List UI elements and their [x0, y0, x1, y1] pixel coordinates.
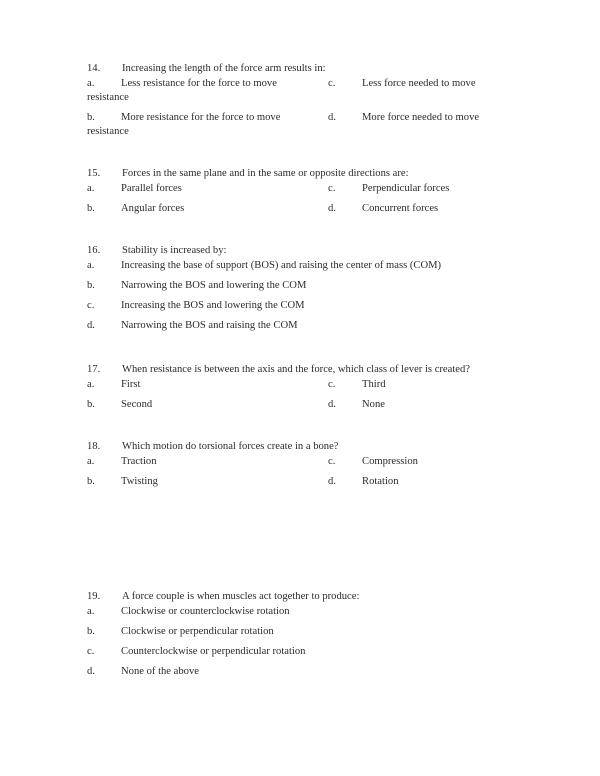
option-label-18-c: c.	[328, 456, 336, 467]
options-grid-17	[87, 378, 533, 392]
option-text-15-c: Perpendicular forces	[362, 183, 450, 194]
question-stem-15	[87, 167, 533, 181]
option-14-a[interactable]	[87, 77, 328, 91]
question-text-18: Which motion do torsional forces create in a bone?	[122, 441, 339, 452]
options-list-19	[87, 605, 533, 679]
options-grid-14-b	[87, 111, 533, 139]
page-break-gap	[87, 489, 533, 590]
question-text-15: Forces in the same plane and in the same or opposite directions are:	[122, 168, 409, 179]
option-label-14-d: d.	[328, 112, 336, 123]
question-block-15	[87, 167, 533, 216]
question-number-16: 16.	[87, 245, 101, 256]
option-cell-17-a	[87, 378, 328, 392]
question-stem-14	[87, 62, 533, 76]
option-label-19-d: d.	[87, 666, 95, 677]
question-stem-16	[87, 244, 533, 258]
option-19-c[interactable]	[87, 645, 533, 659]
option-18-d[interactable]	[328, 475, 533, 489]
option-16-d[interactable]	[87, 319, 533, 333]
option-label-16-b: b.	[87, 280, 95, 291]
question-spacer-15-16	[87, 216, 533, 244]
option-17-d[interactable]	[328, 398, 533, 412]
option-17-c[interactable]	[328, 378, 533, 392]
option-text-19-d: None of the above	[121, 666, 199, 677]
question-block-18	[87, 440, 533, 489]
option-15-b[interactable]	[87, 202, 328, 216]
option-label-19-a: a.	[87, 606, 95, 617]
question-block-19	[87, 590, 533, 679]
option-text-14-b: More resistance for the force to move	[121, 112, 281, 123]
option-label-17-b: b.	[87, 399, 95, 410]
option-15-a[interactable]	[87, 182, 328, 196]
option-text-16-a: Increasing the base of support (BOS) and raising the center of mass (COM)	[121, 260, 442, 271]
question-block-17	[87, 363, 533, 412]
option-wrap-text-14-b: resistance	[87, 126, 129, 137]
option-cell-14-b	[87, 111, 328, 139]
option-cell-17-d	[328, 398, 533, 412]
option-label-15-c: c.	[328, 183, 336, 194]
option-cell-15-a	[87, 182, 328, 196]
option-16-a[interactable]	[87, 259, 533, 273]
option-text-19-a: Clockwise or counterclockwise rotation	[121, 606, 290, 617]
option-wrap-14-a	[87, 91, 328, 105]
option-text-18-a: Traction	[121, 456, 157, 467]
option-text-16-c: Increasing the BOS and lowering the COM	[121, 300, 305, 311]
question-block-16	[87, 244, 533, 333]
option-16-b[interactable]	[87, 279, 533, 293]
option-15-d[interactable]	[328, 202, 533, 216]
option-19-b[interactable]	[87, 625, 533, 639]
option-cell-17-c	[328, 378, 533, 392]
option-text-16-d: Narrowing the BOS and raising the COM	[121, 320, 298, 331]
option-cell-15-c	[328, 182, 533, 196]
option-label-18-a: a.	[87, 456, 95, 467]
option-text-16-b: Narrowing the BOS and lowering the COM	[121, 280, 307, 291]
option-text-18-c: Compression	[362, 456, 418, 467]
option-16-c[interactable]	[87, 299, 533, 313]
question-text-19: A force couple is when muscles act together to produce:	[122, 591, 360, 602]
question-spacer-14-15	[87, 139, 533, 167]
option-text-17-b: Second	[121, 399, 153, 410]
options-grid-18-b	[87, 475, 533, 489]
option-cell-18-d	[328, 475, 533, 489]
question-number-18: 18.	[87, 441, 101, 452]
question-text-17: When resistance is between the axis and the force, which class of lever is created?	[122, 364, 470, 375]
option-text-14-a: Less resistance for the force to move	[121, 78, 277, 89]
option-cell-15-b	[87, 202, 328, 216]
options-list-16	[87, 259, 533, 333]
option-cell-15-d	[328, 202, 533, 216]
option-text-19-b: Clockwise or perpendicular rotation	[121, 626, 274, 637]
option-cell-14-a	[87, 77, 328, 105]
option-17-a[interactable]	[87, 378, 328, 392]
options-grid-14	[87, 77, 533, 105]
option-label-15-d: d.	[328, 203, 336, 214]
question-stem-19	[87, 590, 533, 604]
option-cell-17-b	[87, 398, 328, 412]
question-block-14	[87, 62, 533, 139]
option-label-17-c: c.	[328, 379, 336, 390]
question-spacer-16-17	[87, 339, 533, 363]
option-label-14-a: a.	[87, 78, 95, 89]
option-wrap-text-14-a: resistance	[87, 92, 129, 103]
question-number-17: 17.	[87, 364, 101, 375]
question-stem-17	[87, 363, 533, 377]
question-number-19: 19.	[87, 591, 101, 602]
option-label-19-c: c.	[87, 646, 95, 657]
option-label-16-d: d.	[87, 320, 95, 331]
option-label-16-c: c.	[87, 300, 95, 311]
option-text-15-b: Angular forces	[121, 203, 185, 214]
option-text-18-b: Twisting	[121, 476, 158, 487]
options-grid-15	[87, 182, 533, 196]
option-wrap-14-b	[87, 125, 328, 139]
option-text-19-c: Counterclockwise or perpendicular rotation	[121, 646, 306, 657]
option-cell-14-d	[328, 111, 533, 139]
option-19-a[interactable]	[87, 605, 533, 619]
option-text-17-d: None	[362, 399, 385, 410]
option-label-15-b: b.	[87, 203, 95, 214]
option-text-14-c: Less force needed to move	[362, 78, 476, 89]
option-14-c[interactable]	[328, 77, 533, 91]
option-label-17-a: a.	[87, 379, 95, 390]
option-label-18-d: d.	[328, 476, 336, 487]
option-cell-18-a	[87, 455, 328, 469]
question-stem-18	[87, 440, 533, 454]
option-17-b[interactable]	[87, 398, 328, 412]
option-label-19-b: b.	[87, 626, 95, 637]
option-text-17-a: First	[121, 379, 141, 390]
option-label-14-c: c.	[328, 78, 336, 89]
option-text-14-d: More force needed to move	[362, 112, 480, 123]
question-number-14: 14.	[87, 63, 101, 74]
option-18-b[interactable]	[87, 475, 328, 489]
option-text-15-d: Concurrent forces	[362, 203, 439, 214]
option-14-d[interactable]	[328, 111, 533, 125]
option-label-18-b: b.	[87, 476, 95, 487]
option-15-c[interactable]	[328, 182, 533, 196]
option-18-c[interactable]	[328, 455, 533, 469]
option-text-17-c: Third	[362, 379, 386, 390]
question-text-16: Stability is increased by:	[122, 245, 227, 256]
option-label-14-b: b.	[87, 112, 95, 123]
options-grid-17-b	[87, 398, 533, 412]
option-cell-18-c	[328, 455, 533, 469]
question-spacer-17-18	[87, 412, 533, 440]
option-14-b[interactable]	[87, 111, 328, 125]
option-label-16-a: a.	[87, 260, 95, 271]
options-grid-18	[87, 455, 533, 469]
options-grid-15-b	[87, 202, 533, 216]
option-label-15-a: a.	[87, 183, 95, 194]
question-text-14: Increasing the length of the force arm results in:	[122, 63, 326, 74]
option-text-18-d: Rotation	[362, 476, 399, 487]
option-19-d[interactable]	[87, 665, 533, 679]
option-text-15-a: Parallel forces	[121, 183, 182, 194]
question-number-15: 15.	[87, 168, 101, 179]
option-cell-14-c	[328, 77, 533, 105]
option-label-17-d: d.	[328, 399, 336, 410]
quiz-content	[87, 62, 533, 685]
option-cell-18-b	[87, 475, 328, 489]
option-18-a[interactable]	[87, 455, 328, 469]
